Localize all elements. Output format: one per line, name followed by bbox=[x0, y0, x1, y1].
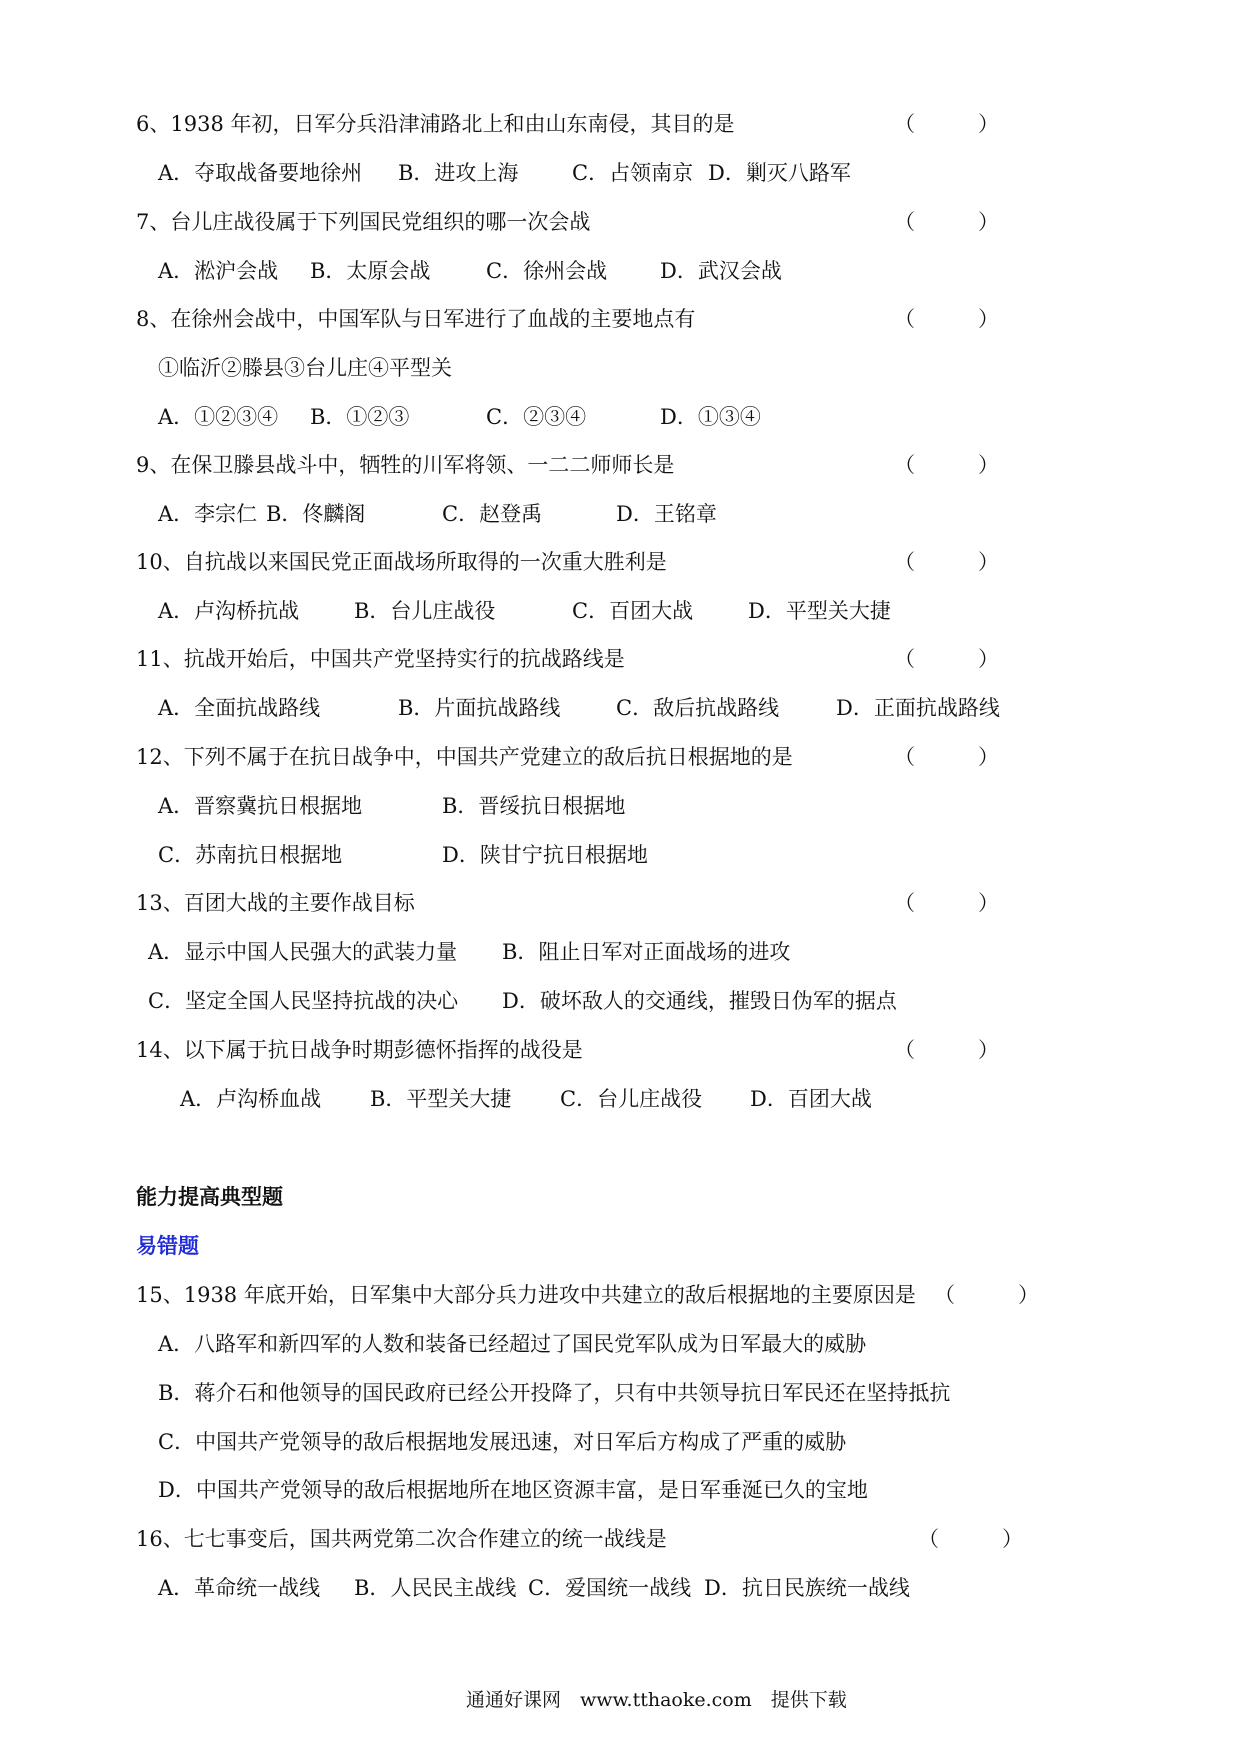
answer-paren: （ ） bbox=[894, 210, 999, 234]
option-d: D．中国共产党领导的敌后根据地所在地区资源丰富，是日军垂涎已久的宝地 bbox=[158, 1478, 868, 1502]
question-16-stem: 16、七七事变后，国共两党第二次合作建立的统一战线是 bbox=[136, 1527, 667, 1551]
option-d: D．王铭章 bbox=[616, 502, 717, 526]
question-15-stem: 15、1938 年底开始，日军集中大部分兵力进攻中共建立的敌后根据地的主要原因是 bbox=[136, 1283, 916, 1307]
option-a: A．卢沟桥抗战 bbox=[158, 599, 300, 623]
question-6-stem: 6、1938 年初，日军分兵沿津浦路北上和由山东南侵，其目的是 bbox=[136, 112, 735, 136]
question-12-stem: 12、下列不属于在抗日战争中，中国共产党建立的敌后抗日根据地的是 bbox=[136, 745, 793, 769]
answer-paren: （ ） bbox=[894, 112, 999, 136]
question-8-items: ①临沂②滕县③台儿庄④平型关 bbox=[158, 356, 452, 380]
question-10-stem: 10、自抗战以来国民党正面战场所取得的一次重大胜利是 bbox=[136, 550, 667, 574]
option-a: A．淞沪会战 bbox=[158, 259, 279, 283]
answer-paren: （ ） bbox=[918, 1527, 1023, 1551]
option-a: A．显示中国人民强大的武装力量 bbox=[148, 940, 458, 964]
option-c: C．苏南抗日根据地 bbox=[158, 843, 343, 867]
option-b: B．佟麟阁 bbox=[266, 502, 366, 526]
option-c: C．占领南京 bbox=[572, 161, 694, 185]
question-9-stem: 9、在保卫滕县战斗中，牺牲的川军将领、一二二师师长是 bbox=[136, 453, 675, 477]
option-b: B．平型关大捷 bbox=[370, 1087, 512, 1111]
question-8-stem: 8、在徐州会战中，中国军队与日军进行了血战的主要地点有 bbox=[136, 307, 696, 331]
option-b: B．片面抗战路线 bbox=[398, 696, 561, 720]
option-b: B．①②③ bbox=[310, 405, 410, 429]
option-d: D．正面抗战路线 bbox=[836, 696, 1000, 720]
option-d: D．剿灭八路军 bbox=[708, 161, 851, 185]
option-a: A．李宗仁 bbox=[158, 502, 258, 526]
option-b: B．太原会战 bbox=[310, 259, 431, 283]
option-c: C．中国共产党领导的敌后根据地发展迅速，对日军后方构成了严重的威胁 bbox=[158, 1430, 847, 1454]
question-11-stem: 11、抗战开始后，中国共产党坚持实行的抗战路线是 bbox=[136, 647, 625, 671]
option-a: A．晋察冀抗日根据地 bbox=[158, 794, 363, 818]
option-d: D．抗日民族统一战线 bbox=[704, 1576, 910, 1600]
answer-paren: （ ） bbox=[894, 550, 999, 574]
answer-paren: （ ） bbox=[894, 891, 999, 915]
option-b: B．阻止日军对正面战场的进攻 bbox=[502, 940, 791, 964]
option-a: A．全面抗战路线 bbox=[158, 696, 321, 720]
option-d: D．平型关大捷 bbox=[748, 599, 891, 623]
option-c: C．徐州会战 bbox=[486, 259, 608, 283]
option-c: C．百团大战 bbox=[572, 599, 694, 623]
option-a: A．八路军和新四军的人数和装备已经超过了国民党军队成为日军最大的威胁 bbox=[158, 1332, 867, 1356]
option-a: A．夺取战备要地徐州 bbox=[158, 161, 363, 185]
answer-paren: （ ） bbox=[894, 453, 999, 477]
option-c: C．敌后抗战路线 bbox=[616, 696, 780, 720]
page-footer: 通通好课网 www.tthaoke.com 提供下载 bbox=[466, 1689, 847, 1711]
option-b: B．台儿庄战役 bbox=[354, 599, 496, 623]
question-13-stem: 13、百团大战的主要作战目标 bbox=[136, 891, 415, 915]
option-d: D．破坏敌人的交通线，摧毁日伪军的据点 bbox=[502, 989, 897, 1013]
option-c: C．爱国统一战线 bbox=[528, 1576, 692, 1600]
option-b: B．进攻上海 bbox=[398, 161, 519, 185]
question-7-stem: 7、台儿庄战役属于下列国民党组织的哪一次会战 bbox=[136, 210, 591, 234]
option-c: C．坚定全国人民坚持抗战的决心 bbox=[148, 989, 459, 1013]
option-b: B．晋绥抗日根据地 bbox=[442, 794, 626, 818]
answer-paren: （ ） bbox=[894, 1038, 999, 1062]
answer-paren: （ ） bbox=[934, 1283, 1039, 1307]
option-a: A．①②③④ bbox=[158, 405, 279, 429]
option-d: D．陕甘宁抗日根据地 bbox=[442, 843, 648, 867]
option-c: C．台儿庄战役 bbox=[560, 1087, 703, 1111]
option-a: A．卢沟桥血战 bbox=[180, 1087, 322, 1111]
option-a: A．革命统一战线 bbox=[158, 1576, 321, 1600]
subsection-title: 易错题 bbox=[136, 1233, 199, 1258]
answer-paren: （ ） bbox=[894, 307, 999, 331]
option-d: D．百团大战 bbox=[750, 1087, 872, 1111]
option-c: C．②③④ bbox=[486, 405, 587, 429]
answer-paren: （ ） bbox=[894, 745, 999, 769]
question-14-stem: 14、以下属于抗日战争时期彭德怀指挥的战役是 bbox=[136, 1038, 583, 1062]
option-b: B．人民民主战线 bbox=[354, 1576, 517, 1600]
section-title: 能力提高典型题 bbox=[136, 1184, 283, 1209]
option-b: B．蒋介石和他领导的国民政府已经公开投降了，只有中共领导抗日军民还在坚持抵抗 bbox=[158, 1381, 951, 1405]
option-d: D．武汉会战 bbox=[660, 259, 782, 283]
option-c: C．赵登禹 bbox=[442, 502, 543, 526]
answer-paren: （ ） bbox=[894, 647, 999, 671]
option-d: D．①③④ bbox=[660, 405, 761, 429]
